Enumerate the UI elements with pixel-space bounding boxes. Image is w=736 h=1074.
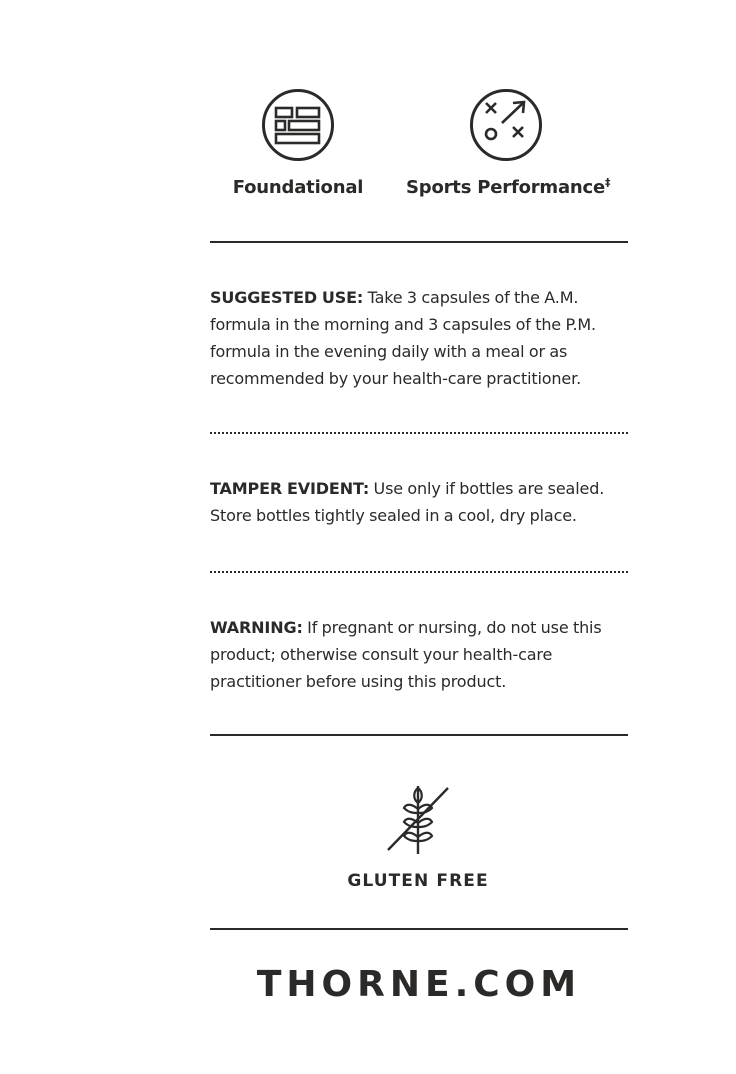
gluten-free-badge [318,782,518,891]
tamper-evident-heading: TAMPER EVIDENT: [210,479,370,498]
suggested-use-text: Take 3 capsules of the A.M. formula in the morning and 3 capsules of the P.M. formula in the evening daily with a meal or as recommended by your health-care practitioner. [210,288,596,388]
gluten-free-label: GLUTEN FREE [347,871,489,891]
crossed-wheat-icon [384,782,452,858]
badge-sports-performance-label: Sports Performance [406,177,606,198]
dotted-divider-2 [210,571,628,573]
tamper-evident-section [210,475,632,529]
website-url: THORNE.COM [256,964,582,1005]
play-diagram-icon [469,88,543,162]
footnote-mark: ‡ [605,176,611,189]
stacked-blocks-icon [261,88,335,162]
suggested-use-section [210,284,632,392]
warning-text: If pregnant or nursing, do not use this product; otherwise consult your health-care practitioner before using this product. [210,618,602,691]
divider-bottom [210,928,628,930]
badge-foundational [198,88,398,197]
badge-foundational-label: Foundational [232,177,364,198]
tamper-evident-text: Use only if bottles are sealed. Store bottles tightly sealed in a cool, dry place. [210,479,605,525]
divider-middle [210,734,628,736]
dotted-divider-1 [210,432,628,434]
badge-sports-performance [406,88,611,198]
warning-heading: WARNING: [210,618,303,637]
divider-top [210,241,628,243]
warning-section [210,614,632,695]
suggested-use-heading: SUGGESTED USE: [210,288,364,307]
